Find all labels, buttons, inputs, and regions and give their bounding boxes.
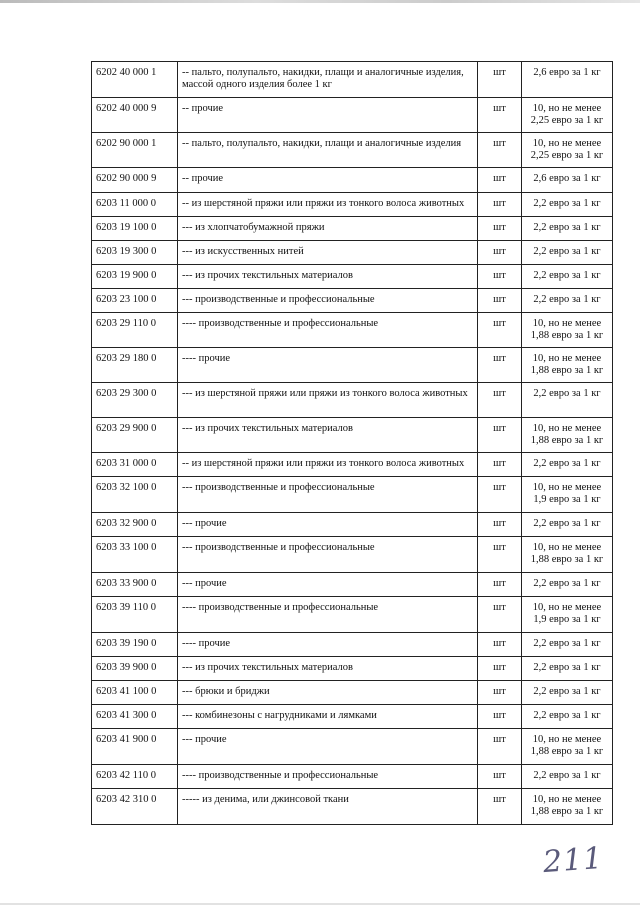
unit-cell: шт <box>478 418 522 453</box>
duty-rate-line-2: 1,9 евро за 1 кг <box>533 494 601 505</box>
duty-rate-cell <box>522 633 613 657</box>
tariff-code-cell: 6203 31 000 0 <box>92 453 178 477</box>
goods-description-cell: --- производственные и профессиональные <box>178 477 478 513</box>
tariff-code-cell: 6202 90 000 9 <box>92 168 178 193</box>
unit-cell: шт <box>478 217 522 241</box>
duty-rate-cell <box>522 241 613 265</box>
unit-cell: шт <box>478 133 522 168</box>
tariff-table <box>91 61 613 825</box>
table-row <box>92 597 613 633</box>
table-row <box>92 193 613 217</box>
duty-rate-cell <box>522 477 613 513</box>
duty-rate-line-2: 1,9 евро за 1 кг <box>533 614 601 625</box>
goods-description-cell: --- из хлопчатобумажной пряжи <box>178 217 478 241</box>
goods-description-cell: --- из шерстяной пряжи или пряжи из тонкого волоса животных <box>178 383 478 418</box>
duty-rate-cell <box>522 418 613 453</box>
unit-cell: шт <box>478 348 522 383</box>
goods-description-cell: ---- прочие <box>178 633 478 657</box>
tariff-table-body <box>92 62 613 825</box>
goods-description-cell: --- из искусственных нитей <box>178 241 478 265</box>
duty-rate-line-1: 10, но не менее <box>532 138 602 149</box>
duty-rate-line-1: 2,2 евро за 1 кг <box>533 686 601 697</box>
goods-description-cell: --- комбинезоны с нагрудниками и лямками <box>178 705 478 729</box>
table-row <box>92 418 613 453</box>
duty-rate-cell <box>522 217 613 241</box>
table-row <box>92 573 613 597</box>
unit-cell: шт <box>478 453 522 477</box>
duty-rate-cell <box>522 765 613 789</box>
duty-rate-line-1: 10, но не менее <box>532 542 602 553</box>
duty-rate-cell <box>522 729 613 765</box>
duty-rate-cell <box>522 453 613 477</box>
tariff-code-cell: 6202 40 000 9 <box>92 98 178 133</box>
tariff-code-cell: 6203 39 110 0 <box>92 597 178 633</box>
goods-description-cell: -- пальто, полупальто, накидки, плащи и аналогичные изделия <box>178 133 478 168</box>
duty-rate-line-1: 10, но не менее <box>532 103 602 114</box>
table-row <box>92 98 613 133</box>
duty-rate-line-1: 2,2 евро за 1 кг <box>533 294 601 305</box>
scan-top-edge <box>0 0 640 3</box>
goods-description-cell: -- из шерстяной пряжи или пряжи из тонкого волоса животных <box>178 453 478 477</box>
duty-rate-cell <box>522 383 613 418</box>
unit-cell: шт <box>478 383 522 418</box>
duty-rate-line-1: 2,2 евро за 1 кг <box>533 518 601 529</box>
duty-rate-line-1: 2,2 евро за 1 кг <box>533 458 601 469</box>
unit-cell: шт <box>478 573 522 597</box>
tariff-code-cell: 6203 11 000 0 <box>92 193 178 217</box>
duty-rate-cell <box>522 513 613 537</box>
handwritten-page-number: 211 <box>541 840 605 881</box>
unit-cell: шт <box>478 681 522 705</box>
unit-cell: шт <box>478 98 522 133</box>
tariff-code-cell: 6203 29 300 0 <box>92 383 178 418</box>
duty-rate-cell <box>522 193 613 217</box>
duty-rate-line-1: 2,2 евро за 1 кг <box>533 638 601 649</box>
unit-cell: шт <box>478 313 522 348</box>
duty-rate-line-2: 1,88 евро за 1 кг <box>530 365 604 376</box>
goods-description-cell: --- производственные и профессиональные <box>178 537 478 573</box>
duty-rate-line-1: 2,2 евро за 1 кг <box>533 770 601 781</box>
unit-cell: шт <box>478 289 522 313</box>
duty-rate-line-1: 2,2 евро за 1 кг <box>533 270 601 281</box>
goods-description-cell: ---- производственные и профессиональные <box>178 597 478 633</box>
unit-cell: шт <box>478 513 522 537</box>
duty-rate-line-2: 1,88 евро за 1 кг <box>530 746 604 757</box>
tariff-code-cell: 6203 39 900 0 <box>92 657 178 681</box>
table-row <box>92 681 613 705</box>
goods-description-cell: --- из прочих текстильных материалов <box>178 265 478 289</box>
duty-rate-line-1: 2,2 евро за 1 кг <box>533 246 601 257</box>
table-row <box>92 729 613 765</box>
duty-rate-line-1: 2,2 евро за 1 кг <box>533 662 601 673</box>
goods-description-cell: --- прочие <box>178 729 478 765</box>
duty-rate-line-2: 1,88 евро за 1 кг <box>530 330 604 341</box>
tariff-code-cell: 6203 41 300 0 <box>92 705 178 729</box>
duty-rate-cell <box>522 133 613 168</box>
tariff-code-cell: 6203 33 900 0 <box>92 573 178 597</box>
table-row <box>92 657 613 681</box>
goods-description-cell: ---- производственные и профессиональные <box>178 313 478 348</box>
goods-description-cell: -- из шерстяной пряжи или пряжи из тонкого волоса животных <box>178 193 478 217</box>
tariff-code-cell: 6203 32 100 0 <box>92 477 178 513</box>
tariff-code-cell: 6203 32 900 0 <box>92 513 178 537</box>
table-row <box>92 241 613 265</box>
unit-cell: шт <box>478 265 522 289</box>
table-row <box>92 168 613 193</box>
duty-rate-cell <box>522 265 613 289</box>
goods-description-cell: -- пальто, полупальто, накидки, плащи и аналогичные изделия, массой одного изделия более 1 кг <box>178 62 478 98</box>
duty-rate-line-1: 10, но не менее <box>532 602 602 613</box>
table-row <box>92 705 613 729</box>
table-row <box>92 633 613 657</box>
unit-cell: шт <box>478 597 522 633</box>
duty-rate-cell <box>522 98 613 133</box>
duty-rate-line-1: 10, но не менее <box>532 423 602 434</box>
goods-description-cell: --- прочие <box>178 513 478 537</box>
duty-rate-cell <box>522 681 613 705</box>
duty-rate-line-1: 10, но не менее <box>532 318 602 329</box>
duty-rate-cell <box>522 573 613 597</box>
table-row <box>92 383 613 418</box>
duty-rate-cell <box>522 348 613 383</box>
table-row <box>92 133 613 168</box>
unit-cell: шт <box>478 633 522 657</box>
unit-cell: шт <box>478 537 522 573</box>
duty-rate-cell <box>522 313 613 348</box>
unit-cell: шт <box>478 193 522 217</box>
duty-rate-line-1: 2,2 евро за 1 кг <box>533 388 601 399</box>
duty-rate-line-1: 10, но не менее <box>532 794 602 805</box>
tariff-code-cell: 6202 90 000 1 <box>92 133 178 168</box>
duty-rate-line-1: 2,6 евро за 1 кг <box>533 173 601 184</box>
tariff-code-cell: 6203 33 100 0 <box>92 537 178 573</box>
unit-cell: шт <box>478 657 522 681</box>
duty-rate-line-2: 2,25 евро за 1 кг <box>530 150 604 161</box>
table-row <box>92 217 613 241</box>
table-row <box>92 313 613 348</box>
unit-cell: шт <box>478 705 522 729</box>
table-row <box>92 789 613 825</box>
duty-rate-line-1: 2,2 евро за 1 кг <box>533 578 601 589</box>
tariff-code-cell: 6203 42 110 0 <box>92 765 178 789</box>
table-row <box>92 289 613 313</box>
duty-rate-line-2: 1,88 евро за 1 кг <box>530 435 604 446</box>
unit-cell: шт <box>478 62 522 98</box>
unit-cell: шт <box>478 789 522 825</box>
duty-rate-line-1: 2,2 евро за 1 кг <box>533 198 601 209</box>
tariff-code-cell: 6203 29 180 0 <box>92 348 178 383</box>
duty-rate-cell <box>522 789 613 825</box>
unit-cell: шт <box>478 477 522 513</box>
goods-description-cell: --- из прочих текстильных материалов <box>178 657 478 681</box>
table-row <box>92 765 613 789</box>
goods-description-cell: ---- производственные и профессиональные <box>178 765 478 789</box>
tariff-code-cell: 6203 19 100 0 <box>92 217 178 241</box>
tariff-code-cell: 6203 29 900 0 <box>92 418 178 453</box>
tariff-code-cell: 6203 19 300 0 <box>92 241 178 265</box>
goods-description-cell: ---- прочие <box>178 348 478 383</box>
table-row <box>92 477 613 513</box>
duty-rate-cell <box>522 537 613 573</box>
goods-description-cell: --- из прочих текстильных материалов <box>178 418 478 453</box>
table-row <box>92 513 613 537</box>
goods-description-cell: --- брюки и бриджи <box>178 681 478 705</box>
duty-rate-cell <box>522 705 613 729</box>
duty-rate-line-2: 2,25 евро за 1 кг <box>530 115 604 126</box>
duty-rate-cell <box>522 62 613 98</box>
duty-rate-cell <box>522 597 613 633</box>
tariff-code-cell: 6203 19 900 0 <box>92 265 178 289</box>
duty-rate-line-1: 10, но не менее <box>532 353 602 364</box>
tariff-code-cell: 6203 41 900 0 <box>92 729 178 765</box>
duty-rate-line-1: 2,6 евро за 1 кг <box>533 67 601 78</box>
goods-description-cell: -- прочие <box>178 168 478 193</box>
unit-cell: шт <box>478 729 522 765</box>
duty-rate-line-1: 2,2 евро за 1 кг <box>533 222 601 233</box>
tariff-code-cell: 6203 39 190 0 <box>92 633 178 657</box>
unit-cell: шт <box>478 168 522 193</box>
duty-rate-line-1: 10, но не менее <box>532 734 602 745</box>
tariff-code-cell: 6203 23 100 0 <box>92 289 178 313</box>
tariff-code-cell: 6203 42 310 0 <box>92 789 178 825</box>
tariff-code-cell: 6203 41 100 0 <box>92 681 178 705</box>
duty-rate-cell <box>522 168 613 193</box>
tariff-code-cell: 6203 29 110 0 <box>92 313 178 348</box>
duty-rate-line-2: 1,88 евро за 1 кг <box>530 554 604 565</box>
unit-cell: шт <box>478 765 522 789</box>
table-row <box>92 537 613 573</box>
table-row <box>92 265 613 289</box>
table-row <box>92 348 613 383</box>
duty-rate-line-2: 1,88 евро за 1 кг <box>530 806 604 817</box>
goods-description-cell: --- производственные и профессиональные <box>178 289 478 313</box>
table-row <box>92 453 613 477</box>
goods-description-cell: -- прочие <box>178 98 478 133</box>
table-row <box>92 62 613 98</box>
unit-cell: шт <box>478 241 522 265</box>
duty-rate-cell <box>522 289 613 313</box>
duty-rate-line-1: 2,2 евро за 1 кг <box>533 710 601 721</box>
tariff-code-cell: 6202 40 000 1 <box>92 62 178 98</box>
duty-rate-line-1: 10, но не менее <box>532 482 602 493</box>
duty-rate-cell <box>522 657 613 681</box>
goods-description-cell: --- прочие <box>178 573 478 597</box>
goods-description-cell: ----- из денима, или джинсовой ткани <box>178 789 478 825</box>
